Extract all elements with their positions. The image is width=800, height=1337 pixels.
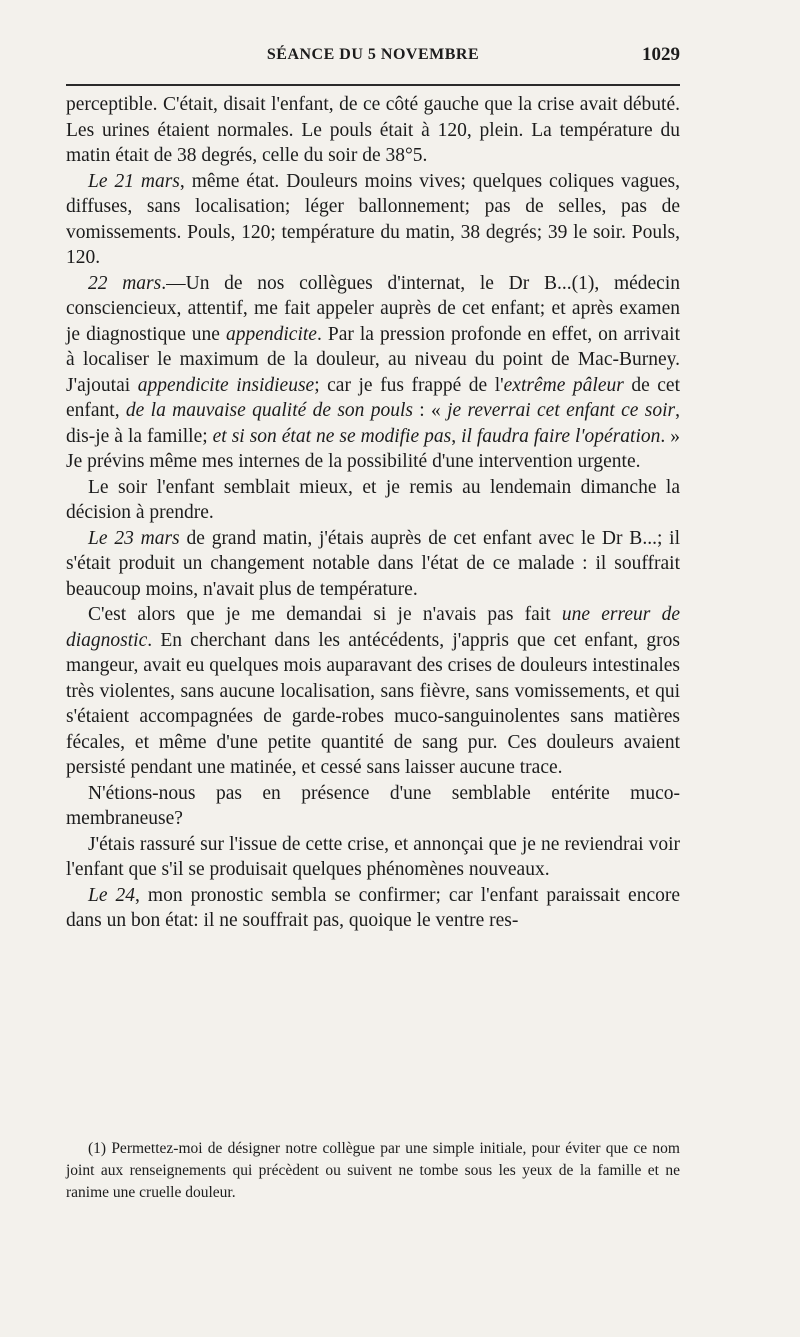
paragraph — [66, 169, 680, 271]
italic-text: il faudra faire l'opération — [461, 425, 661, 447]
text-run: , — [451, 425, 462, 447]
italic-text: et si son état ne se modifie pas — [212, 425, 452, 447]
text-run: de grand matin, j'étais auprès de cet enfant avec le Dr B...; il s'était produit un changement notable dans l'état de ce malade : il souffrait beaucoup moins, n'avait plus de température. — [66, 527, 681, 600]
text-run: de cet enfant, — [66, 374, 681, 421]
italic-text: extrême pâleur — [503, 374, 624, 396]
text-run: , dis-je à la famille; — [66, 400, 680, 447]
paragraph — [66, 832, 680, 883]
text-run: : « — [412, 400, 448, 421]
paragraph — [66, 781, 680, 832]
body-text — [66, 92, 680, 934]
paragraph — [66, 271, 680, 475]
header-rule — [66, 84, 680, 86]
text-run: , mon pronostic sembla se confirmer; car l'enfant paraissait encore dans un bon état: il ne souffrait pas, quoique le ventre res- — [66, 884, 680, 931]
text-run: Le soir l'enfant semblait mieux, et je remis au lendemain dimanche la décision à prendre. — [66, 476, 680, 523]
paragraph — [66, 602, 680, 781]
paragraph — [66, 92, 680, 169]
paragraph — [66, 883, 680, 934]
text-run: .—Un de nos collègues d'internat, le Dr B...(1), médecin consciencieux, attentif, me fait appeler auprès de cet enfant; et après examen je diagnostique une — [66, 272, 680, 345]
text-run: , même état. Douleurs moins vives; quelques coliques vagues, diffuses, sans localisation; léger ballonnement; pas de selles, pas de vomissements. Pouls, 120; température du matin, 38 degrés; 39 le soir. Pouls, 120. — [66, 170, 680, 268]
paragraph — [66, 475, 680, 526]
italic-text: Le 24 — [88, 884, 136, 906]
italic-text: de la mauvaise qualité de son pouls — [125, 400, 413, 421]
text-run: perceptible. C'était, disait l'enfant, de ce côté gauche que la crise avait débuté. Les urines étaient normales. Le pouls était à 120, plein. La température du matin était de 38 degrés, celle du soir de 38°5. — [66, 94, 680, 166]
running-title: SÉANCE DU 5 NOVEMBRE — [266, 46, 480, 63]
page-header — [66, 40, 680, 76]
italic-text: appendicite — [225, 323, 317, 345]
italic-text: 22 mars — [88, 272, 162, 294]
italic-text: je reverrai cet enfant ce soir — [447, 400, 676, 421]
page-number: 1029 — [642, 44, 680, 65]
text-run: . » Je prévins même mes internes de la possibilité d'une intervention urgente. — [66, 425, 681, 472]
paragraph — [66, 526, 680, 603]
text-run: N'étions-nous pas en présence d'une semblable entérite muco-membraneuse? — [66, 782, 680, 829]
italic-text: appendicite insidieuse — [137, 374, 315, 396]
footnote-text: (1) Permettez-moi de désigner notre collègue par une simple initiale, pour éviter que ce nom joint aux renseignements qui précèdent ou suivent ne tombe sous les yeux de la famille et ne ranime une cruelle douleur. — [66, 1140, 680, 1201]
footnote — [66, 1138, 680, 1204]
italic-text: Le 23 mars — [88, 527, 180, 549]
text-run: J'étais rassuré sur l'issue de cette crise, et annonçai que je ne reviendrai voir l'enfant que s'il se produisait quelques phénomènes nouveaux. — [66, 833, 680, 880]
text-run: ; car je fus frappé de l' — [314, 374, 504, 396]
italic-text: Le 21 mars — [88, 170, 180, 192]
text-run: . En cherchant dans les antécédents, j'appris que cet enfant, gros mangeur, avait eu quelques mois auparavant des crises de douleurs intestinales très violentes, sans aucune localisation, sans fièvre, sans vomissements, et qui s'étaient accompagnées de garde-robes muco-sanguinolentes sans matières fécales, et même d'une petite quantité de sang pur. Ces douleurs avaient persisté pendant une matinée, et cessé sans laisser aucune trace. — [66, 629, 680, 778]
text-run: . Par la pression profonde en effet, on arrivait à localiser le maximum de la douleur, au niveau du point de Mac-Burney. J'ajoutai — [66, 323, 680, 396]
text-run: C'est alors que je me demandai si je n'avais pas fait — [88, 604, 562, 625]
italic-text: une erreur de diagnostic — [66, 604, 680, 651]
